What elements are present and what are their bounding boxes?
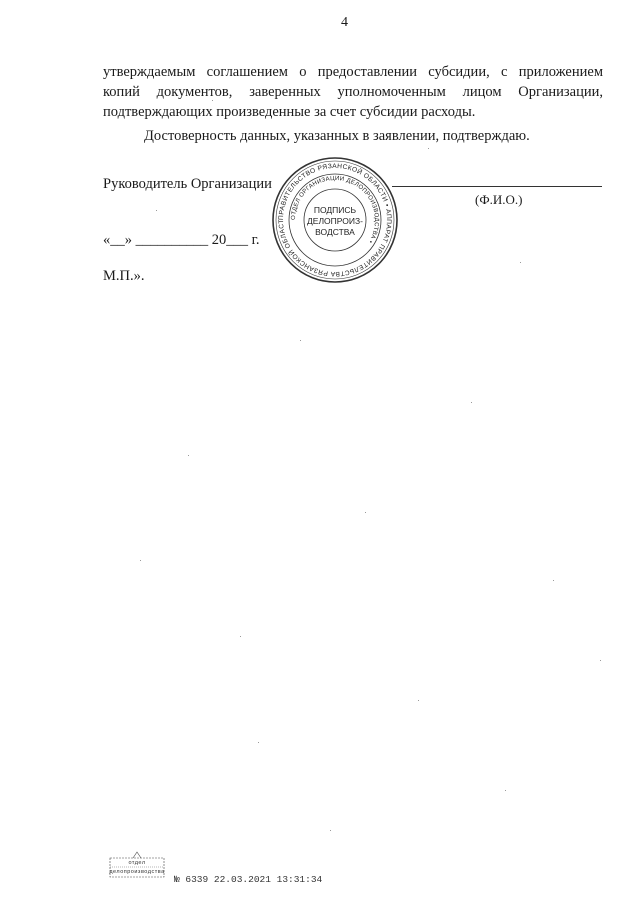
fio-label: (Ф.И.О.) [475,192,523,207]
stamp-center-line: ПОДПИСЬ [313,205,357,215]
scan-speck [240,636,241,637]
signature-line [392,186,602,187]
scan-speck [520,262,521,263]
stamp-outer-text: ПРАВИТЕЛЬСТВО РЯЗАНСКОЙ ОБЛАСТИ • АППАРАТ ПРАВИТЕЛЬСТВА РЯЗАНСКОЙ ОБЛАСТ [277,162,393,278]
head-of-organization-label: Руководитель Организации [103,176,272,192]
scan-speck [505,790,506,791]
scan-speck [212,100,213,101]
scan-speck [428,148,429,149]
scan-speck [300,340,301,341]
seal-place-label: М.П.». [103,268,145,284]
paragraph-line: утверждаемым соглашением о предоставлении субсидии, с приложением [103,64,603,80]
stamp-center-line: ДЕЛОПРОИЗ- [307,216,363,226]
stamp-inner-text: ОТДЕЛ ОРГАНИЗАЦИИ ДЕЛОПРОИЗВОДСТВА • [290,175,380,245]
scan-speck [471,402,472,403]
page-number: 4 [341,15,348,30]
scan-speck [156,210,157,211]
registration-number: № 6339 22.03.2021 13:31:34 [174,874,323,885]
paragraph-text [103,62,603,122]
stamp-center-text [270,205,400,238]
scan-speck [188,455,189,456]
scan-speck [553,580,554,581]
scan-speck [365,512,366,513]
scan-speck [258,742,259,743]
scan-speck [330,830,331,831]
registration-stamp-line: отдел [128,860,146,866]
scan-speck [600,660,601,661]
registration-stamp-line: делопроизводства [109,869,165,875]
scan-speck [140,560,141,561]
paragraph-line: подтверждающих произведенные за счет субсидии расходы. [103,104,476,120]
confirmation-text: Достоверность данных, указанных в заявлении, подтверждаю. [144,128,530,144]
official-stamp [270,155,400,285]
date-line: «__» __________ 20___ г. [103,232,260,248]
scan-speck [418,700,419,701]
paragraph-line: копий документов, заверенных уполномоченным лицом Организации, [103,84,603,100]
registration-stamp [109,850,165,878]
stamp-center-line: ВОДСТВА [315,227,355,237]
